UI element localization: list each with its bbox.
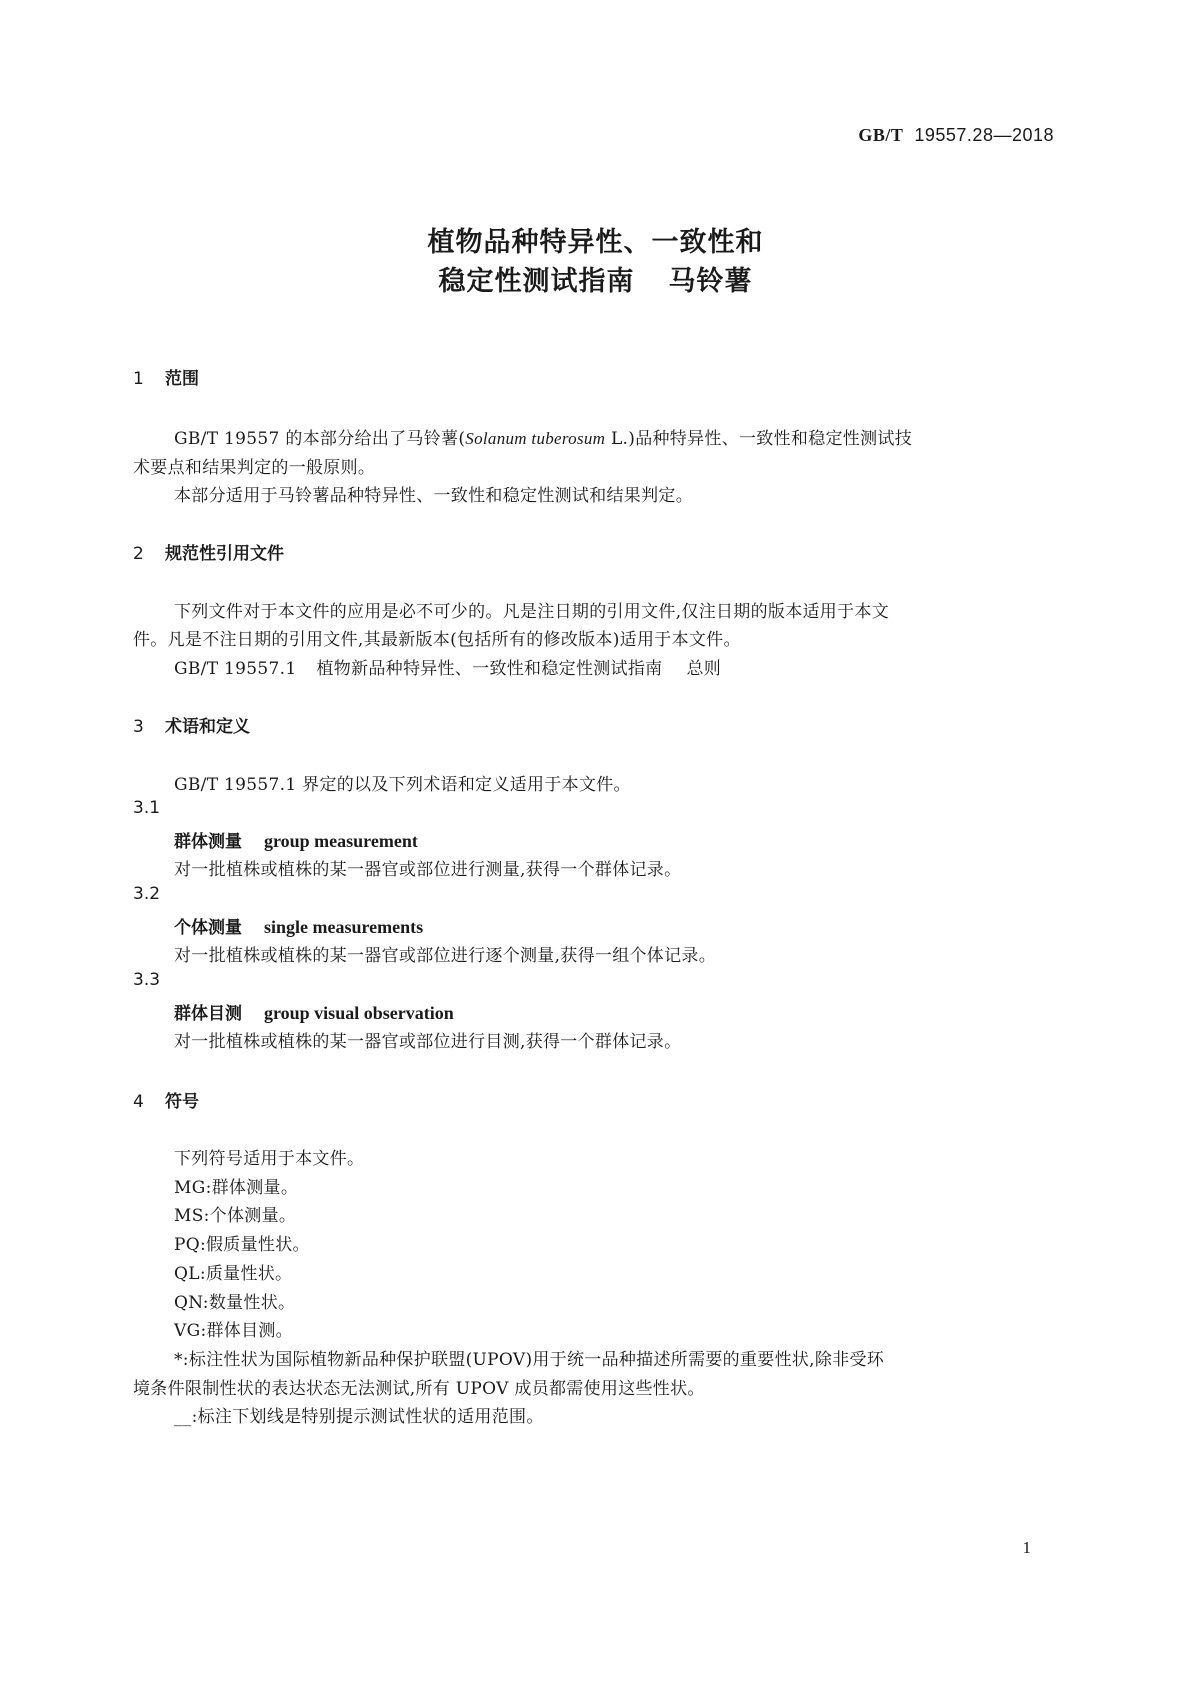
section-title: 术语和定义: [165, 717, 250, 737]
symbol-item: MG:群体测量。: [174, 1178, 299, 1198]
scope-text: GB/T 19557 的本部分给出了马铃薯(: [174, 429, 466, 449]
standard-prefix: GB/T: [858, 125, 904, 145]
symbol-item: VG:群体目测。: [174, 1321, 293, 1341]
symbol-item: MS:个体测量。: [174, 1206, 297, 1226]
scope-paragraph-1-cont: 术要点和结果判定的一般原则。: [133, 458, 376, 478]
symbol-item: QN:数量性状。: [174, 1293, 296, 1313]
section-title: 规范性引用文件: [165, 544, 284, 564]
term-number: 3.2: [133, 884, 161, 904]
doc-title-line1: 植物品种特异性、一致性和: [427, 227, 764, 258]
reference-title: 植物新品种特异性、一致性和稳定性测试指南: [316, 659, 663, 679]
term-title: [174, 999, 454, 1024]
standard-number: [858, 125, 1054, 146]
term-en: group visual observation: [264, 1003, 454, 1023]
section-number: 1: [133, 369, 144, 389]
reference-suffix: 总则: [686, 659, 722, 679]
scope-text: L.)品种特异性、一致性和稳定性测试技: [605, 429, 912, 449]
term-definition: 对一批植株或植株的某一器官或部位进行测量,获得一个群体记录。: [174, 860, 682, 880]
term-zh: 个体测量: [174, 918, 242, 938]
section-1-heading: [133, 364, 199, 389]
term-en: single measurements: [264, 917, 424, 937]
refs-paragraph: 下列文件对于本文件的应用是必不可少的。凡是注日期的引用文件,仅注日期的版本适用于本文: [174, 602, 890, 622]
term-en: group measurement: [264, 831, 418, 851]
doc-title-line2: [0, 259, 1191, 298]
section-number: 3: [133, 717, 144, 737]
section-title: 范围: [165, 369, 199, 389]
term-title: [174, 827, 418, 852]
section-2-heading: [133, 539, 284, 564]
term-number: 3.1: [133, 798, 161, 818]
latin-name: Solanum tuberosum: [465, 429, 606, 448]
underline-note: __:标注下划线是特别提示测试性状的适用范围。: [174, 1407, 544, 1427]
term-number: 3.3: [133, 970, 161, 990]
terms-intro: GB/T 19557.1 界定的以及下列术语和定义适用于本文件。: [174, 775, 631, 795]
section-3-heading: [133, 712, 250, 737]
symbol-item: QL:质量性状。: [174, 1264, 293, 1284]
symbol-item: PQ:假质量性状。: [174, 1235, 310, 1255]
normative-reference: [174, 654, 721, 679]
section-4-heading: [133, 1087, 199, 1112]
term-definition: 对一批植株或植株的某一器官或部位进行目测,获得一个群体记录。: [174, 1032, 682, 1052]
reference-code: GB/T 19557.1: [174, 659, 297, 679]
refs-paragraph-cont: 件。凡是不注日期的引用文件,其最新版本(包括所有的修改版本)适用于本文件。: [133, 630, 741, 650]
scope-paragraph-2: 本部分适用于马铃薯品种特异性、一致性和稳定性测试和结果判定。: [174, 486, 693, 506]
star-note: *:标注性状为国际植物新品种保护联盟(UPOV)用于统一品种描述所需要的重要性状,除非受环: [174, 1350, 885, 1370]
term-zh: 群体目测: [174, 1004, 242, 1024]
page-number: 1: [1022, 1538, 1031, 1557]
symbols-intro: 下列符号适用于本文件。: [174, 1149, 365, 1169]
star-note-cont: 境条件限制性状的表达状态无法测试,所有 UPOV 成员都需使用这些性状。: [133, 1379, 705, 1399]
standard-code: 19557.28—2018: [914, 125, 1054, 145]
doc-title-main: 稳定性测试指南: [438, 266, 635, 297]
term-title: [174, 913, 423, 938]
term-definition: 对一批植株或植株的某一器官或部位进行逐个测量,获得一组个体记录。: [174, 946, 717, 966]
term-zh: 群体测量: [174, 832, 242, 852]
section-number: 4: [133, 1092, 144, 1112]
scope-paragraph-1: [174, 424, 912, 449]
section-number: 2: [133, 544, 144, 564]
doc-title-crop: 马铃薯: [668, 266, 753, 297]
section-title: 符号: [165, 1092, 199, 1112]
